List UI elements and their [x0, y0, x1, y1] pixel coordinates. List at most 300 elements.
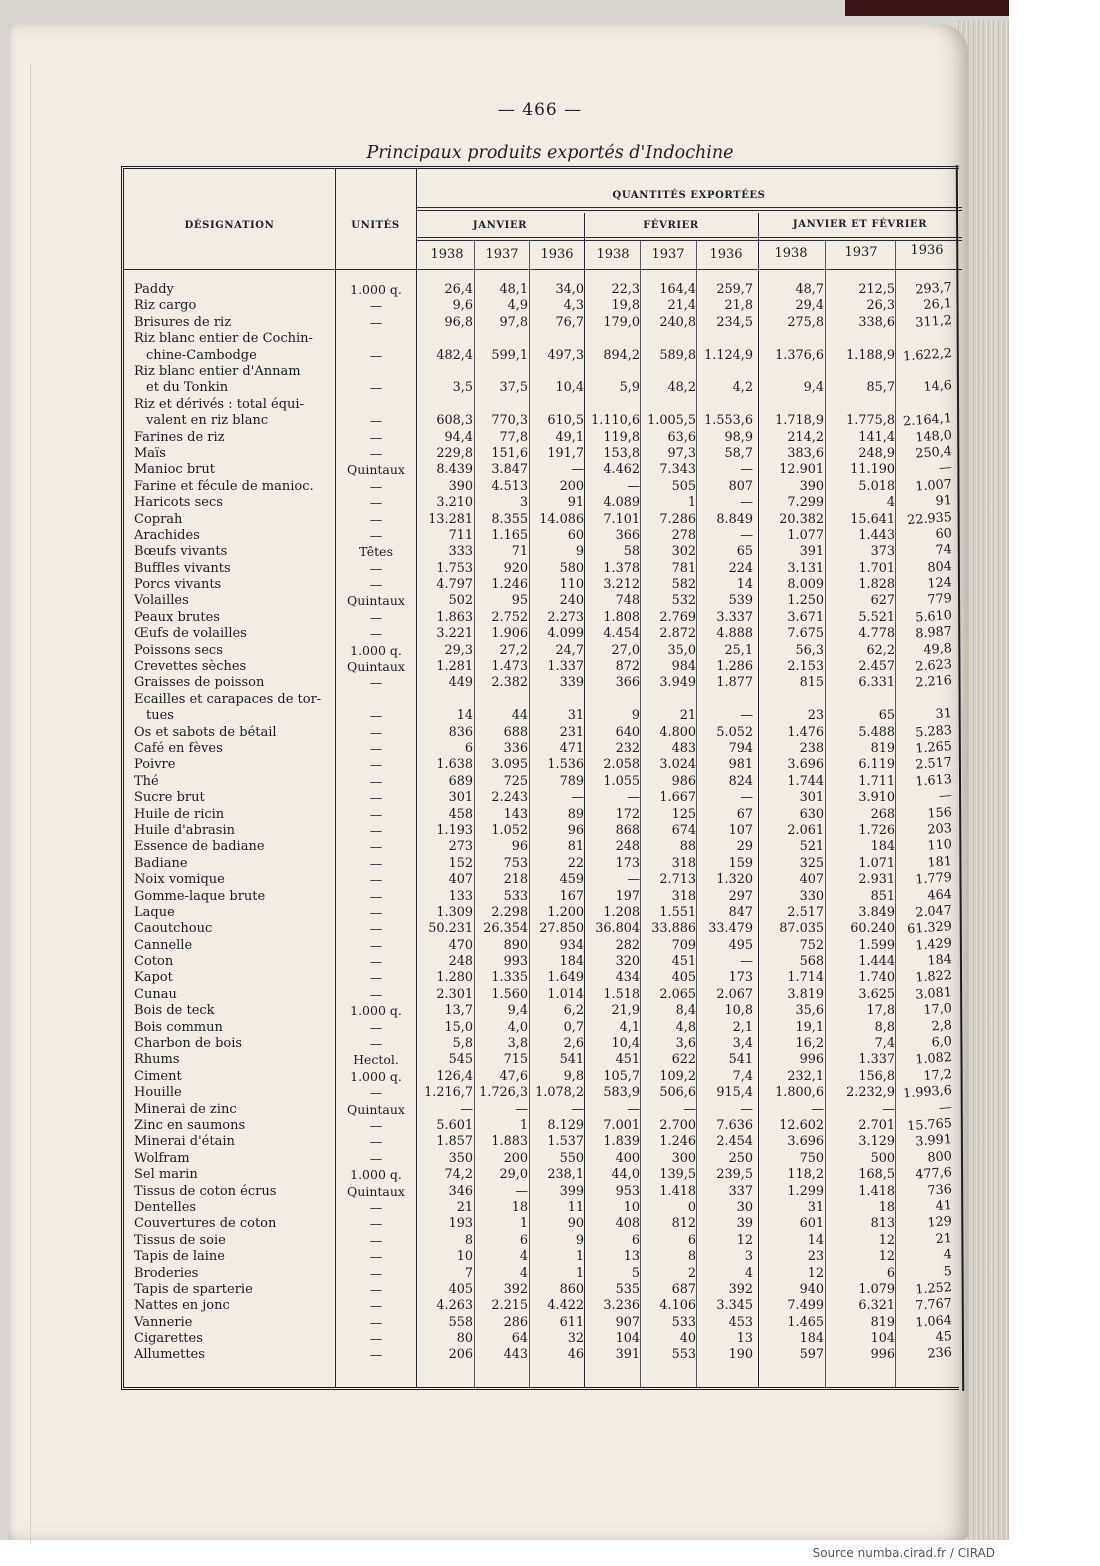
table-row — [124, 757, 962, 773]
value-cell: 89 — [567, 806, 584, 822]
value-cell: 109,2 — [659, 1068, 696, 1084]
value-cell: 373 — [870, 544, 895, 560]
value-cell: 366 — [615, 675, 640, 691]
value-cell: 1.726 — [858, 822, 895, 838]
value-cell: — — [740, 462, 753, 478]
value-cell: 153,8 — [603, 445, 640, 461]
value-cell: 915,4 — [716, 1085, 753, 1101]
designation-cell: Poissons secs — [134, 642, 223, 658]
value-cell: 36.804 — [595, 921, 640, 937]
value-cell: 3.849 — [858, 904, 895, 920]
value-cell: 872 — [615, 659, 640, 675]
value-cell: 22.935 — [906, 509, 953, 528]
value-cell: 996 — [870, 1347, 895, 1363]
value-cell: 1.281 — [436, 659, 473, 675]
value-cell: 1.418 — [659, 1183, 696, 1199]
value-cell: 118,2 — [787, 1167, 824, 1183]
value-cell: 408 — [615, 1216, 640, 1232]
value-cell: 350 — [448, 1150, 473, 1166]
value-cell: 1.711 — [858, 773, 895, 789]
value-cell: 4.888 — [716, 626, 753, 642]
value-cell: 27.850 — [539, 921, 584, 937]
value-cell: 13 — [736, 1331, 753, 1347]
designation-cell: et du Tonkin — [146, 380, 229, 396]
value-cell: 907 — [615, 1314, 640, 1330]
value-cell: 239,5 — [716, 1167, 753, 1183]
table-row — [124, 577, 962, 593]
designation-cell: chine-Cambodge — [146, 347, 257, 363]
value-cell: 21,8 — [724, 298, 753, 314]
value-cell: 1.613 — [914, 771, 953, 790]
table-row — [124, 1312, 962, 1331]
value-cell: 40 — [679, 1331, 696, 1347]
value-cell: 88 — [679, 839, 696, 855]
value-cell: — — [627, 1101, 640, 1117]
value-cell: 1.165 — [491, 527, 528, 543]
unit-cell: — — [369, 1265, 383, 1281]
value-cell: 278 — [671, 527, 696, 543]
value-cell: 273 — [448, 839, 473, 855]
value-cell: 23 — [807, 1249, 824, 1265]
unit-cell: — — [369, 560, 383, 576]
value-cell: 819 — [870, 741, 895, 756]
table-row — [124, 525, 962, 544]
unit-cell: — — [369, 1331, 383, 1347]
value-cell: 601 — [799, 1216, 824, 1232]
value-cell: 12 — [878, 1232, 895, 1248]
value-cell: 1.014 — [547, 986, 584, 1002]
header-units: UNITÉS — [351, 220, 400, 231]
designation-cell: Arachides — [134, 527, 200, 543]
value-cell: 3.095 — [491, 757, 528, 773]
value-cell: 5.283 — [914, 722, 953, 741]
designation-cell: Farine et fécule de manioc. — [134, 478, 314, 494]
value-cell: 18 — [878, 1199, 895, 1215]
header-rule — [416, 207, 962, 208]
value-cell: 1.208 — [603, 904, 640, 920]
table-row — [124, 722, 962, 741]
value-cell: 1 — [575, 1265, 584, 1281]
value-cell: 26.354 — [483, 921, 528, 937]
unit-cell: — — [369, 1347, 383, 1363]
value-cell: 399 — [559, 1183, 584, 1199]
value-cell: 8.009 — [787, 577, 824, 593]
value-cell: 8 — [464, 1232, 473, 1248]
value-cell: 400 — [615, 1150, 640, 1166]
table-row — [124, 872, 962, 888]
value-cell: 3 — [519, 495, 528, 511]
value-cell: 5.610 — [914, 607, 953, 626]
value-cell: 74 — [935, 542, 953, 559]
source-credit: Source numba.cirad.fr / CIRAD — [812, 1546, 995, 1560]
value-cell: 1.216,7 — [424, 1085, 473, 1101]
value-cell: 248 — [448, 954, 473, 970]
value-cell: 794 — [728, 741, 753, 756]
value-cell: 2.517 — [787, 904, 824, 920]
value-cell: 49,8 — [922, 640, 953, 658]
value-cell: 1.744 — [787, 773, 824, 789]
value-cell: 74,2 — [444, 1167, 473, 1183]
value-cell: 1.320 — [716, 872, 753, 888]
table-row — [124, 462, 962, 478]
value-cell: 4 — [519, 1265, 528, 1281]
unit-cell: Quintaux — [347, 659, 405, 675]
value-cell: 9,4 — [803, 380, 824, 396]
value-cell: 1.077 — [787, 527, 824, 543]
value-cell: 56,3 — [795, 642, 824, 658]
value-cell: 4 — [519, 1249, 528, 1265]
value-cell: 482,4 — [436, 347, 473, 363]
unit-cell: — — [369, 511, 383, 527]
value-cell: 27,2 — [499, 642, 528, 658]
unit-cell: — — [369, 380, 383, 396]
designation-cell: tues — [146, 708, 174, 724]
value-cell: 346 — [448, 1183, 473, 1199]
value-cell: 1.714 — [787, 970, 824, 986]
table-row — [124, 1167, 962, 1183]
value-cell: — — [740, 1101, 753, 1117]
unit-cell: Quintaux — [347, 593, 405, 609]
value-cell: 1.536 — [547, 757, 584, 773]
value-cell: 3.991 — [914, 1132, 953, 1150]
value-cell: 275,8 — [787, 314, 824, 330]
unit-cell: Quintaux — [347, 462, 405, 478]
value-cell: 60 — [935, 525, 953, 543]
unit-cell: — — [369, 724, 383, 740]
unit-cell: 1.000 q. — [350, 1068, 402, 1084]
value-cell: 17,0 — [922, 1001, 953, 1019]
value-cell: 4.089 — [603, 495, 640, 511]
value-cell: 1.649 — [547, 970, 584, 986]
value-cell: 96 — [511, 839, 528, 855]
value-cell: 715 — [503, 1052, 528, 1068]
designation-cell: Sel marin — [134, 1167, 198, 1183]
value-cell: 1.726,3 — [479, 1085, 528, 1101]
value-cell: 583,9 — [603, 1085, 640, 1101]
value-cell: 597 — [799, 1347, 824, 1363]
value-cell: 464 — [926, 886, 953, 904]
designation-cell: Minerai d'étain — [134, 1134, 235, 1150]
value-cell: 29,4 — [795, 298, 824, 314]
value-cell: 1.188,9 — [846, 347, 895, 363]
table-row — [124, 1066, 962, 1085]
value-cell: 8.987 — [914, 624, 953, 642]
header-fevrier: FÉVRIER — [643, 220, 699, 231]
value-cell: 5 — [631, 1265, 640, 1281]
value-cell: 76,7 — [555, 314, 584, 330]
value-cell: 752 — [799, 937, 824, 953]
table-row — [124, 675, 962, 691]
value-cell: 224 — [728, 560, 753, 576]
value-cell: 58,7 — [724, 445, 753, 461]
designation-cell: Coprah — [134, 511, 183, 527]
unit-cell: Quintaux — [347, 1183, 405, 1199]
value-cell: — — [627, 872, 640, 888]
value-cell: 1 — [687, 495, 696, 511]
table-row — [124, 970, 962, 986]
value-cell: 458 — [448, 806, 473, 822]
unit-cell: — — [369, 839, 383, 855]
value-cell: 3.910 — [858, 790, 895, 806]
value-cell: 65 — [878, 708, 895, 724]
table-row — [124, 427, 962, 446]
value-cell: 725 — [503, 773, 528, 789]
value-cell: — — [515, 1101, 528, 1117]
value-cell: 250,4 — [914, 444, 953, 462]
value-cell: 392 — [728, 1281, 753, 1297]
table-row — [124, 1279, 962, 1298]
value-cell: 3.337 — [716, 609, 753, 625]
unit-cell: — — [369, 1249, 383, 1265]
value-cell: 3.696 — [787, 757, 824, 773]
table-row — [124, 1181, 962, 1200]
value-cell: 1.309 — [436, 904, 473, 920]
designation-cell: Charbon de bois — [134, 1036, 243, 1052]
unit-cell: — — [369, 1117, 383, 1133]
value-cell: 234,5 — [716, 314, 753, 330]
value-cell: 2.243 — [491, 790, 528, 806]
value-cell: 7.499 — [787, 1298, 824, 1314]
value-cell: 105,7 — [603, 1068, 640, 1084]
value-cell: 311,2 — [914, 312, 953, 331]
value-cell: 688 — [503, 724, 528, 740]
year-header: 1937 — [844, 245, 878, 260]
value-cell: 248 — [615, 839, 640, 855]
value-cell: 1 — [575, 1249, 584, 1265]
value-cell: 4.462 — [603, 462, 640, 478]
value-cell: 10,8 — [724, 1003, 753, 1019]
value-cell: 689 — [448, 773, 473, 789]
unit-cell: — — [369, 1036, 383, 1052]
unit-cell: Quintaux — [347, 1101, 405, 1117]
value-cell: 91 — [567, 495, 584, 511]
value-cell: 7.343 — [659, 462, 696, 478]
value-cell: 1.877 — [716, 675, 753, 691]
value-cell: — — [811, 1101, 824, 1117]
value-cell: 812 — [671, 1216, 696, 1232]
value-cell: 2.769 — [659, 609, 696, 625]
unit-cell: — — [369, 970, 383, 986]
value-cell: 67 — [736, 806, 753, 822]
designation-cell: Essence de badiane — [134, 839, 265, 855]
value-cell: 26,4 — [444, 282, 473, 297]
value-cell: 286 — [503, 1314, 528, 1330]
value-cell: 320 — [615, 954, 640, 970]
value-cell: 11.190 — [850, 462, 895, 478]
value-cell: 3,8 — [507, 1036, 528, 1052]
unit-cell: — — [369, 822, 383, 838]
value-cell: 1.055 — [603, 773, 640, 789]
value-cell: 218 — [503, 872, 528, 888]
value-cell: 184 — [559, 954, 584, 970]
unit-cell: — — [369, 1019, 383, 1035]
value-cell: 5.488 — [858, 724, 895, 740]
unit-cell: — — [369, 790, 383, 806]
value-cell: 318 — [671, 855, 696, 871]
value-cell: 338,6 — [858, 314, 895, 330]
value-cell: 1.376,6 — [775, 347, 824, 363]
value-cell: 184 — [870, 839, 895, 855]
value-cell: 71 — [511, 544, 528, 560]
designation-cell: Peaux brutes — [134, 609, 220, 625]
value-cell: 2.216 — [914, 673, 953, 692]
value-cell: 19,1 — [795, 1019, 824, 1035]
value-cell: 14 — [807, 1232, 824, 1248]
value-cell: 6.331 — [858, 675, 895, 691]
value-cell: 333 — [448, 544, 473, 560]
value-cell: 62,2 — [866, 642, 895, 658]
value-cell: 5 — [943, 1263, 953, 1280]
unit-cell: — — [369, 806, 383, 822]
value-cell: 4.106 — [659, 1298, 696, 1314]
value-cell: 14 — [736, 577, 753, 593]
designation-cell: Riz blanc entier d'Annam — [134, 363, 301, 379]
table-row — [124, 1036, 962, 1052]
header-rule — [416, 210, 962, 211]
value-cell: 405 — [671, 970, 696, 986]
value-cell: 6 — [687, 1232, 696, 1248]
value-cell: 1.701 — [858, 560, 895, 576]
value-cell: 9 — [631, 708, 640, 724]
value-cell: 2.232,9 — [846, 1085, 895, 1101]
value-cell: 2.067 — [716, 986, 753, 1002]
value-cell: 711 — [448, 527, 473, 543]
designation-cell: Houille — [134, 1085, 182, 1101]
value-cell: 532 — [671, 593, 696, 609]
value-cell: 5,9 — [619, 380, 640, 396]
designation-cell: Coton — [134, 954, 174, 970]
value-cell: 5.052 — [716, 724, 753, 740]
value-cell: 133 — [448, 888, 473, 904]
value-cell: 383,6 — [787, 445, 824, 461]
designation-cell: Caoutchouc — [134, 921, 213, 937]
value-cell: 110 — [559, 577, 584, 593]
value-cell: 1.124,9 — [704, 347, 753, 363]
value-cell: 1.740 — [858, 970, 895, 986]
value-cell: — — [740, 708, 753, 724]
value-cell: — — [740, 495, 753, 511]
designation-cell: Ecailles et carapaces de tor- — [134, 691, 322, 707]
value-cell: 16,2 — [795, 1036, 824, 1052]
value-cell: 22,3 — [611, 282, 640, 297]
value-cell: 495 — [728, 937, 753, 953]
value-cell: 21,9 — [611, 1003, 640, 1019]
value-cell: 58 — [623, 544, 640, 560]
table-row — [124, 886, 962, 905]
value-cell: 2.061 — [787, 822, 824, 838]
value-cell: 156 — [926, 804, 953, 822]
value-cell: — — [627, 478, 640, 494]
value-cell: 21 — [935, 1230, 953, 1247]
value-cell: 48,1 — [499, 282, 528, 297]
designation-cell: Buffles vivants — [134, 560, 231, 576]
value-cell: 1.537 — [547, 1134, 584, 1150]
value-cell: 10,4 — [611, 1036, 640, 1052]
value-cell: 550 — [559, 1150, 584, 1166]
value-cell: 819 — [870, 1314, 895, 1330]
table-row — [124, 1148, 962, 1167]
value-cell: 96 — [567, 822, 584, 838]
value-cell: — — [571, 1101, 584, 1117]
unit-cell: — — [369, 872, 383, 888]
value-cell: 407 — [448, 872, 473, 888]
table-row — [124, 921, 962, 937]
value-cell: 545 — [448, 1052, 473, 1068]
value-cell: 7.286 — [659, 511, 696, 527]
value-cell: 1.200 — [547, 904, 584, 920]
table-row — [124, 839, 962, 855]
value-cell: 98,9 — [724, 429, 753, 445]
value-cell: 804 — [926, 558, 953, 576]
table-row — [124, 954, 962, 970]
value-cell: 4.454 — [603, 626, 640, 642]
value-cell: 789 — [559, 773, 584, 789]
value-cell: 674 — [671, 822, 696, 838]
value-cell: 4,2 — [732, 380, 753, 396]
value-cell: 611 — [559, 1314, 584, 1330]
year-header: 1936 — [709, 247, 743, 262]
value-cell: 0 — [687, 1199, 696, 1215]
table-row — [124, 607, 962, 626]
value-cell: 77,8 — [499, 429, 528, 445]
value-cell: 2.623 — [914, 657, 953, 675]
value-cell: 2.752 — [491, 609, 528, 625]
table-row — [124, 1249, 962, 1265]
unit-cell: — — [369, 1216, 383, 1232]
designation-cell: Sucre brut — [134, 790, 205, 806]
value-cell: 483 — [671, 741, 696, 756]
value-cell: 2.713 — [659, 872, 696, 888]
value-cell: 63,6 — [667, 429, 696, 445]
value-cell: — — [515, 1183, 528, 1199]
value-cell: 6.321 — [858, 1298, 895, 1314]
value-cell: 459 — [559, 872, 584, 888]
value-cell: 8.355 — [491, 511, 528, 527]
value-cell: 7.767 — [914, 1296, 953, 1314]
value-cell: 4,9 — [507, 298, 528, 314]
value-cell: 7 — [464, 1265, 473, 1281]
value-cell: 90 — [567, 1216, 584, 1232]
value-cell: 339 — [559, 675, 584, 691]
value-cell: 268 — [870, 806, 895, 822]
value-cell: 521 — [799, 839, 824, 855]
table-row — [124, 1298, 962, 1314]
value-cell: 2.215 — [491, 1298, 528, 1314]
value-cell: 167 — [559, 888, 584, 904]
value-cell: — — [938, 460, 953, 477]
value-cell: 470 — [448, 937, 473, 953]
value-cell: 301 — [448, 790, 473, 806]
header-rule — [124, 269, 962, 270]
value-cell: 12 — [807, 1265, 824, 1281]
unit-cell: — — [369, 413, 383, 429]
value-cell: 191,7 — [547, 445, 584, 461]
value-cell: 8,4 — [675, 1003, 696, 1019]
table-row — [124, 741, 962, 757]
value-cell: 26,1 — [922, 296, 953, 314]
table-row — [124, 593, 962, 609]
value-cell: 1.443 — [858, 527, 895, 543]
value-cell: 800 — [926, 1148, 953, 1166]
value-cell: 179,0 — [603, 314, 640, 330]
designation-cell: Rhums — [134, 1052, 180, 1068]
value-cell: 2.701 — [858, 1117, 895, 1133]
value-cell: 41 — [935, 1198, 953, 1215]
value-cell: 1.518 — [603, 986, 640, 1002]
value-cell: 2.153 — [787, 659, 824, 675]
value-cell: 31 — [935, 706, 953, 723]
value-cell: 3.236 — [603, 1298, 640, 1314]
